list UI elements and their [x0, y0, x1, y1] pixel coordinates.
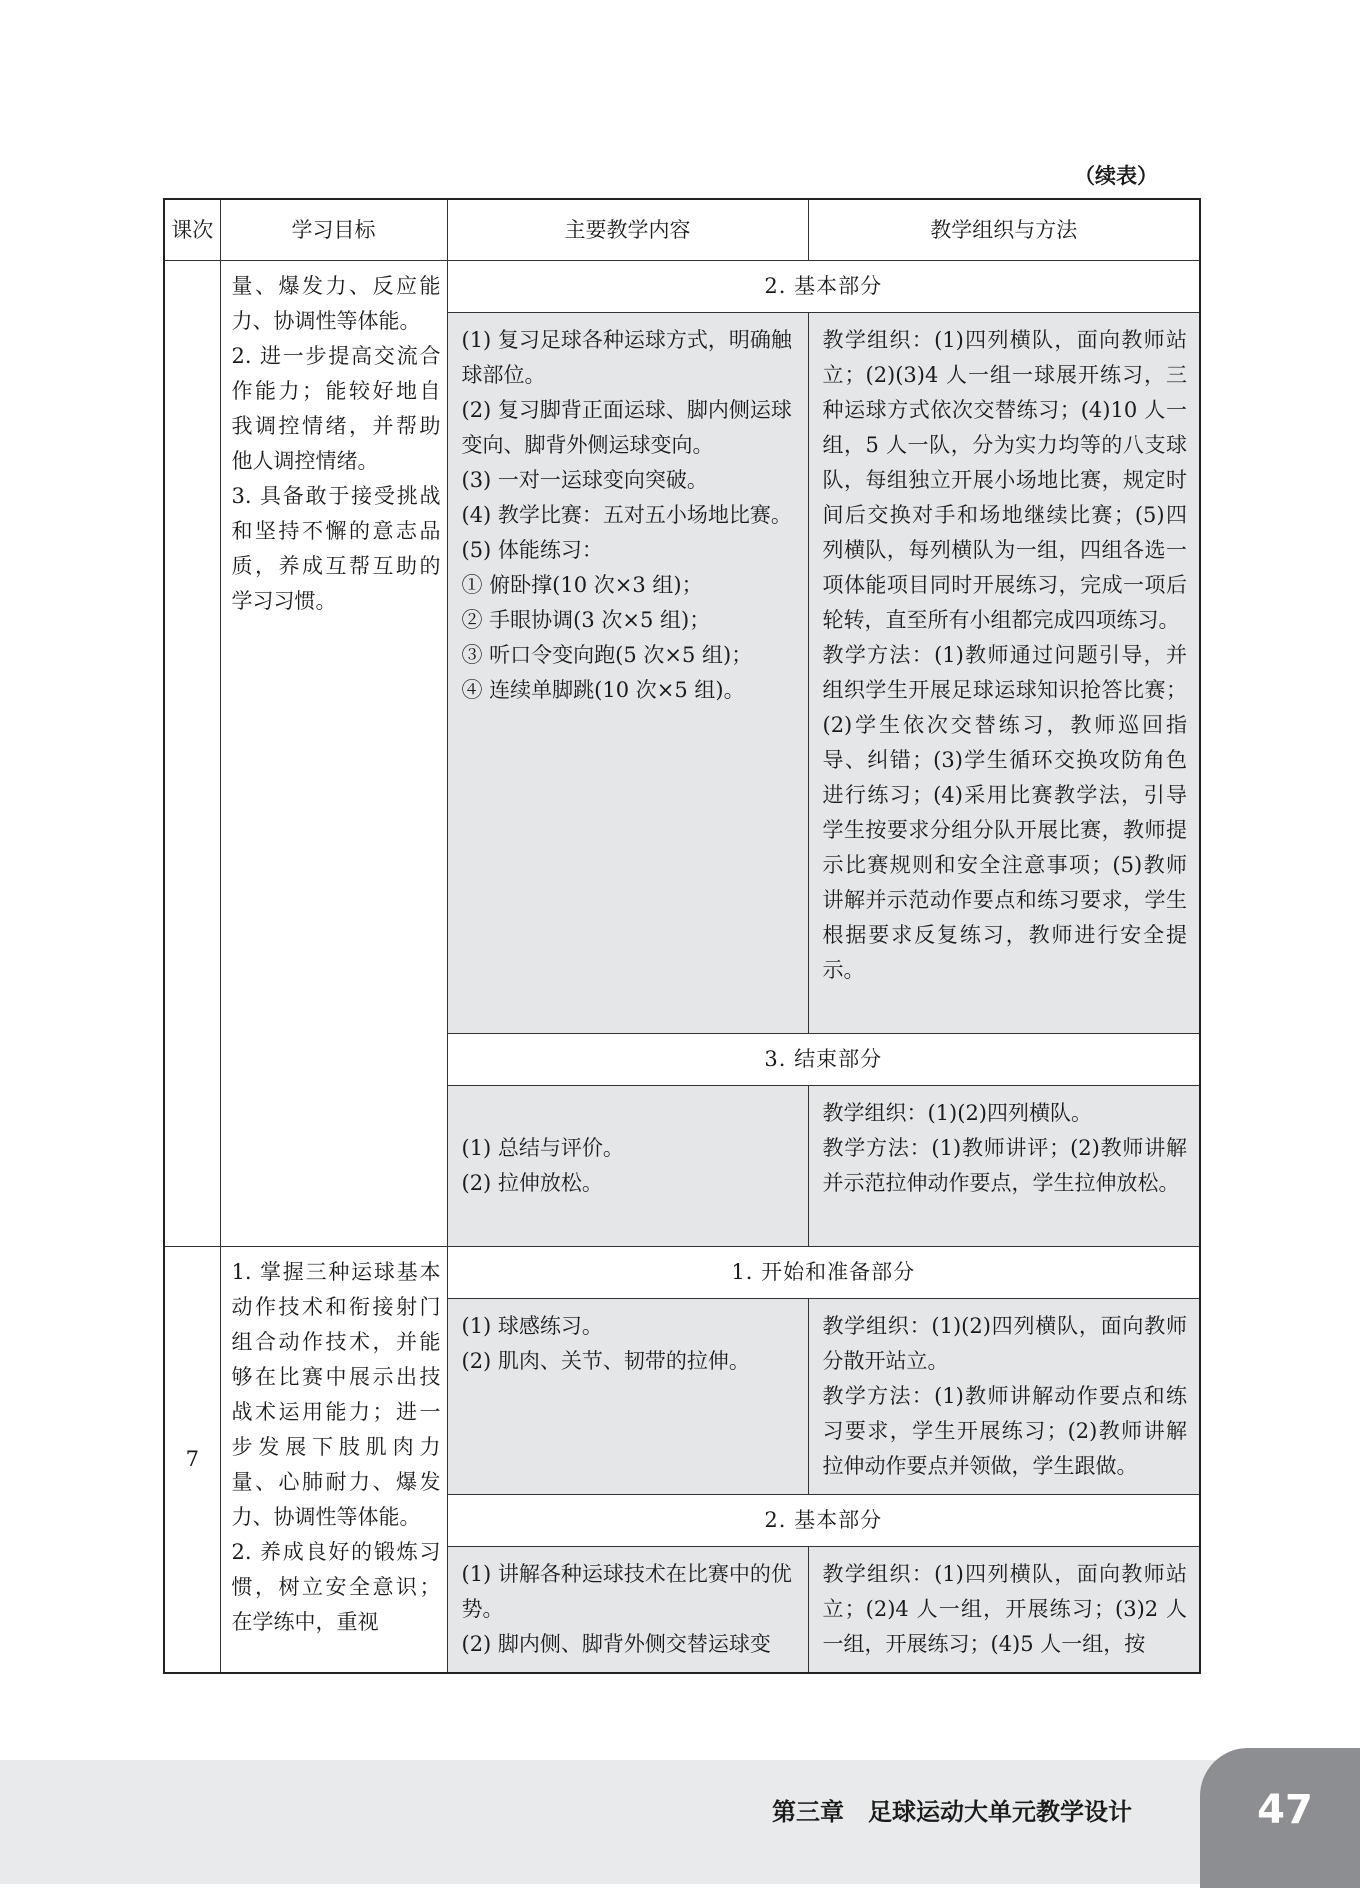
header-content: 主要教学内容	[447, 199, 808, 261]
teaching-content-cell	[447, 1547, 808, 1674]
method-paragraph: 教学方法：(1)教师讲评；(2)教师讲解并示范拉伸动作要点，学生拉伸放松。	[822, 1136, 1187, 1195]
content-item: (3) 一对一运球变向突破。	[461, 468, 708, 492]
table-header-row	[164, 199, 1200, 261]
content-item: (2) 脚内侧、脚背外侧交替运球变	[461, 1632, 771, 1656]
table-row	[164, 1247, 1200, 1299]
content-item: (1) 总结与评价。	[461, 1136, 624, 1160]
learning-goals-cell	[220, 1247, 447, 1674]
content-item: (1) 复习足球各种运球方式，明确触球部位。	[461, 328, 792, 387]
chapter-title: 第三章 足球运动大单元教学设计	[772, 1798, 1132, 1826]
method-paragraph: 教学组织：(1)(2)四列横队。	[822, 1101, 1092, 1125]
goal-item: 量、爆发力、反应能力、协调性等体能。	[231, 274, 441, 333]
content-item: ① 俯卧撑(10 次×3 组)；	[461, 573, 703, 597]
content-item: (1) 讲解各种运球技术在比赛中的优势。	[461, 1562, 792, 1621]
goal-item: 1. 掌握三种运球基本动作技术和衔接射门组合动作技术，并能够在比赛中展示出技战术运用能力；进一步发展下肢肌肉力量、心肺耐力、爆发力、协调性等体能。	[231, 1260, 441, 1529]
continued-label: （续表）	[1074, 164, 1158, 188]
content-item: (5) 体能练习：	[461, 538, 603, 562]
section-title-basic: 2. 基本部分	[447, 1495, 1200, 1547]
teaching-methods-cell	[808, 313, 1200, 1034]
lesson-number-cell	[164, 261, 220, 1247]
content-item: ③ 听口令变向跑(5 次×5 组)；	[461, 643, 753, 667]
content-item: (1) 球感练习。	[461, 1314, 603, 1338]
teaching-methods-cell	[808, 1086, 1200, 1247]
header-lesson: 课次	[164, 199, 220, 261]
content-item: (2) 拉伸放松。	[461, 1171, 603, 1195]
teaching-content-cell	[447, 1299, 808, 1495]
header-methods: 教学组织与方法	[808, 199, 1200, 261]
lesson-plan-table	[163, 198, 1201, 1674]
page-footer	[0, 1760, 1360, 1884]
teaching-content-cell	[447, 313, 808, 1034]
method-paragraph: 教学方法：(1)教师通过问题引导，并组织学生开展足球运球知识抢答比赛；(2)学生依次交替练习，教师巡回指导、纠错；(3)学生循环交换攻防角色进行练习；(4)采用比赛教学法，引导学生按要求分组分队开展比赛，教师提示比赛规则和安全注意事项；(5)教师讲解并示范动作要点和练习要求，学生根据要求反复练习，教师进行安全提示。	[822, 643, 1187, 982]
section-title-end: 3. 结束部分	[447, 1034, 1200, 1086]
table-row	[164, 261, 1200, 313]
content-item: (4) 教学比赛：五对五小场地比赛。	[461, 503, 792, 527]
content-item: (2) 复习脚背正面运球、脚内侧运球变向、脚背外侧运球变向。	[461, 398, 792, 457]
method-paragraph: 教学组织：(1)四列横队，面向教师站立；(2)4 人一组，开展练习；(3)2 人一组，开展练习；(4)5 人一组，按	[822, 1562, 1187, 1656]
teaching-content-cell	[447, 1086, 808, 1247]
goal-item: 3. 具备敢于接受挑战和坚持不懈的意志品质，养成互帮互助的学习习惯。	[231, 484, 441, 613]
teaching-methods-cell	[808, 1547, 1200, 1674]
header-goals: 学习目标	[220, 199, 447, 261]
method-paragraph: 教学组织：(1)四列横队，面向教师站立；(2)(3)4 人一组一球展开练习，三种运球方式依次交替练习；(4)10 人一组，5 人一队，分为实力均等的八支球队，每组独立开展小场地比赛，规定时间后交换对手和场地继续比赛；(5)四列横队，每列横队为一组，四组各选一项体能项目同时开展练习，完成一项后轮转，直至所有小组都完成四项练习。	[822, 328, 1187, 632]
method-paragraph: 教学方法：(1)教师讲解动作要点和练习要求，学生开展练习；(2)教师讲解拉伸动作要点并领做，学生跟做。	[822, 1384, 1187, 1478]
teaching-methods-cell	[808, 1299, 1200, 1495]
goal-item: 2. 进一步提高交流合作能力；能较好地自我调控情绪，并帮助他人调控情绪。	[231, 344, 441, 473]
section-title-start: 1. 开始和准备部分	[447, 1247, 1200, 1299]
goal-item: 2. 养成良好的锻炼习惯，树立安全意识；在学练中，重视	[231, 1540, 441, 1634]
page-number: 47	[1257, 1787, 1313, 1833]
content-item: ② 手眼协调(3 次×5 组)；	[461, 608, 711, 632]
section-title-basic: 2. 基本部分	[447, 261, 1200, 313]
content-item: ④ 连续单脚跳(10 次×5 组)。	[461, 678, 745, 702]
lesson-number-cell: 7	[164, 1247, 220, 1674]
method-paragraph: 教学组织：(1)(2)四列横队，面向教师分散开站立。	[822, 1314, 1187, 1373]
learning-goals-cell	[220, 261, 447, 1247]
content-item: (2) 肌肉、关节、韧带的拉伸。	[461, 1349, 750, 1373]
